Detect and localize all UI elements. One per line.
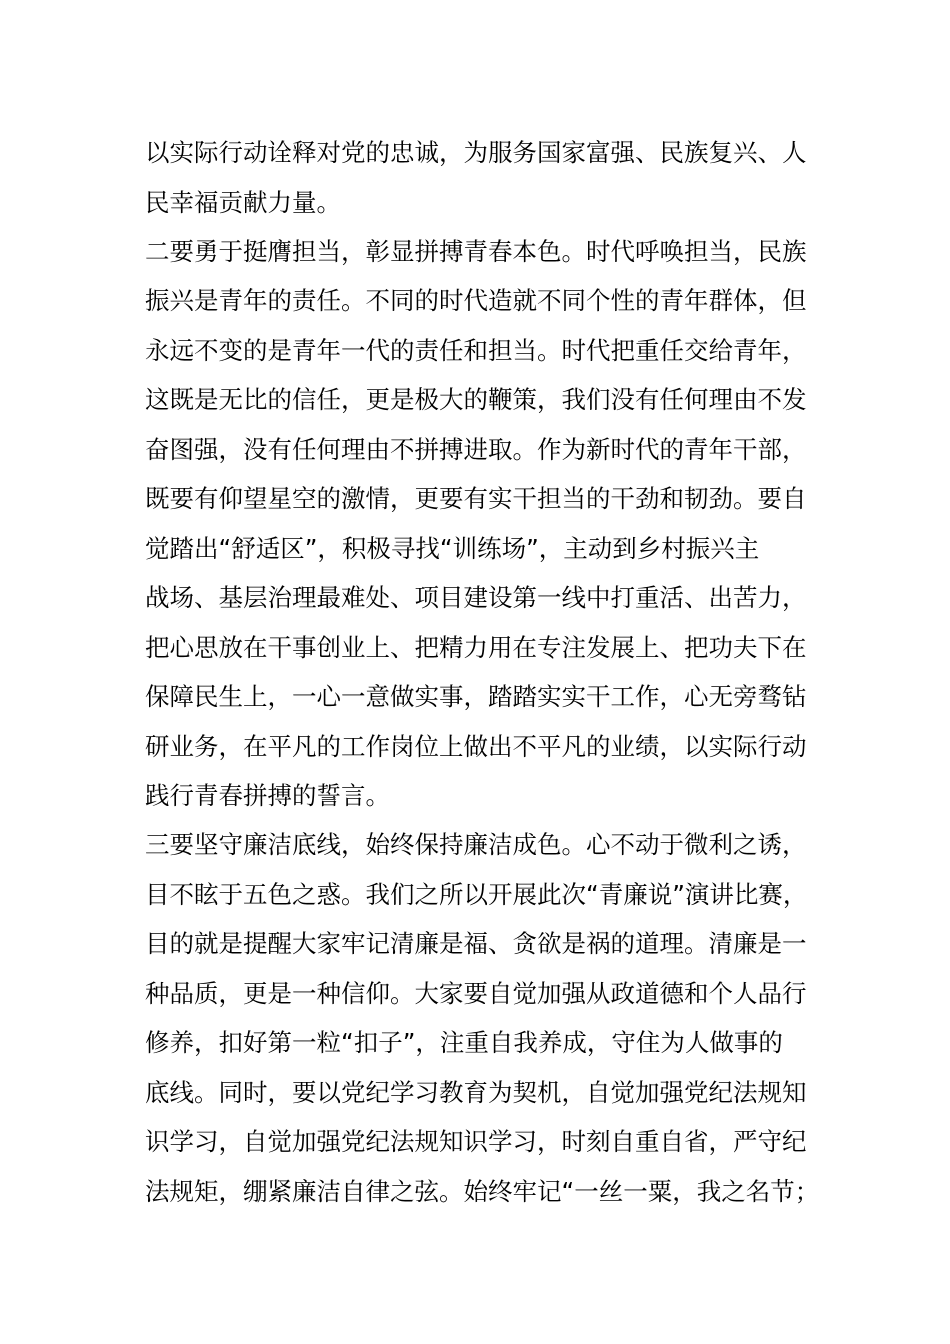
text-line: 民幸福贡献力量。 [145, 188, 341, 217]
text-line: 二要勇于挺膺担当，彰显拼搏青春本色。时代呼唤担当，民族 [145, 237, 807, 266]
text-line: 以实际行动诠释对党的忠诚，为服务国家富强、民族复兴、人 [145, 138, 807, 167]
text-line: 识学习，自觉加强党纪法规知识学习，时刻自重自省，严守纪 [145, 1127, 807, 1156]
text-line: 修养，扣好第一粒“扣子”，注重自我养成，守住为人做事的 [145, 1028, 783, 1057]
text-line: 法规矩，绷紧廉洁自律之弦。始终牢记“一丝一粟，我之名节； [145, 1177, 820, 1206]
text-line: 目不眩于五色之惑。我们之所以开展此次“青廉说”演讲比赛， [145, 880, 808, 909]
text-line: 既要有仰望星空的激情，更要有实干担当的干劲和韧劲。要自 [145, 484, 807, 513]
text-line: 战场、基层治理最难处、项目建设第一线中打重活、出苦力， [145, 583, 807, 612]
text-line: 践行青春拼搏的誓言。 [145, 781, 390, 810]
text-line: 觉踏出“舒适区”，积极寻找“训练场”，主动到乡村振兴主 [145, 534, 760, 563]
text-line: 这既是无比的信任，更是极大的鞭策，我们没有任何理由不发 [145, 385, 807, 414]
text-line: 研业务，在平凡的工作岗位上做出不平凡的业绩，以实际行动 [145, 732, 807, 761]
text-line: 目的就是提醒大家牢记清廉是福、贪欲是祸的道理。清廉是一 [145, 929, 807, 958]
text-line: 奋图强，没有任何理由不拼搏进取。作为新时代的青年干部， [145, 435, 807, 464]
text-line: 保障民生上，一心一意做实事，踏踏实实干工作，心无旁骛钻 [145, 682, 807, 711]
text-line: 把心思放在干事创业上、把精力用在专注发展上、把功夫下在 [145, 633, 807, 662]
text-line: 底线。同时，要以党纪学习教育为契机，自觉加强党纪法规知 [145, 1078, 807, 1107]
text-line: 种品质，更是一种信仰。大家要自觉加强从政道德和个人品行 [145, 979, 807, 1008]
text-line: 三要坚守廉洁底线，始终保持廉洁成色。心不动于微利之诱， [145, 830, 807, 859]
text-line: 永远不变的是青年一代的责任和担当。时代把重任交给青年， [145, 336, 807, 365]
text-line: 振兴是青年的责任。不同的时代造就不同个性的青年群体，但 [145, 286, 807, 315]
